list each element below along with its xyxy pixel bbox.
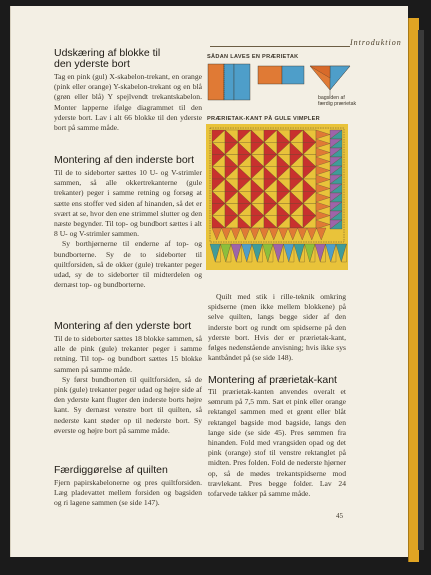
page-number: 45	[336, 512, 343, 520]
right-body-1	[208, 292, 346, 363]
paragraph: Fjern papirskabelonerne og pres quiltforsiden. Læg pladevattet mellem forsiden og bagsiden og ri lagene sammen (se side 147).	[54, 478, 202, 508]
book-spine-shadow	[418, 30, 424, 550]
running-head-rule	[210, 46, 350, 47]
rectangle-blue	[224, 64, 234, 100]
figure-caption-line-2: færdig prærietak	[318, 101, 357, 107]
figure-title-top: SÅDAN LAVES EN PRÆRIETAK	[207, 54, 299, 60]
paragraph: Sy først bundborten til quiltforsiden, så de pink (gule) trekanter peger udad og højre side af den yderste kant flugter den inderste borts højre kant. Sy dernæst venstre bort til quilten, så nederste kant støder op til nederste bort. Sy øverste og højre bort på samme måde.	[54, 374, 202, 435]
section-body-3	[54, 334, 202, 436]
rectangle-blue-2	[234, 64, 250, 100]
figure-caption-top	[318, 95, 356, 107]
section-title-4	[54, 465, 204, 476]
section-title-3-line-1: Montering af den yderste bort	[54, 320, 192, 332]
paragraph: Quilt med stik i rille-teknik omkring spidserne (men ikke mellem blokkene) på selve quilten, langs begge sider af den inderste bort og rundt om spidserne på den yderste bort. Hvis der er prærietak-kant, følges nedenstående anvisning; hvis ikke sys kantbåndet på (se side 148).	[208, 292, 346, 363]
paragraph: Til prærietak-kanten anvendes overalt et sømrum på 7,5 mm. Sæt et pink eller orange rektangel sammen med et grønt eller blåt rektangel bagside mod bagside, langs den lange side (se side 45). Pres sømmen fra hinanden. Fold med vrangsiden opad og det pink (orange) stof til venstre rektanglet på midten. Pres folden. Fold de nederste hjørner op, så de mødes trekantspidserne mod trævlekant. Pres begge folder. Lav 24 tofarvede takker på samme måde.	[208, 387, 346, 499]
section-title-2-line-1: Montering af den inderste bort	[54, 154, 195, 166]
section-body-1	[54, 72, 202, 133]
section-title-3	[54, 321, 204, 332]
right-body-2	[208, 387, 346, 499]
section-title-1-line-1: Udskæring af blokke til	[54, 47, 161, 59]
folded-blue	[282, 66, 304, 84]
rectangle-orange	[208, 64, 224, 100]
section-title-2	[54, 155, 204, 166]
section-body-4	[54, 478, 202, 509]
paragraph: Til de to sideborter sættes 18 blokke sammen, så alle de pink (gule) trekanter peger i samme retning. Til top- og bundbort sættes 15 blokke sammen på samme måde.	[54, 334, 202, 374]
quilt-border-diagram	[206, 124, 348, 270]
paragraph: Sy borthjørnerne til enderne af top- og bundborterne. Sy de to sideborter til quiltforsiden, så de okker (gule) trekanter peger udad, sy de to sideborter til midterdelen og dernæst top- og bundborterne.	[54, 239, 202, 290]
paragraph: Tag en pink (gul) X-skabelon-trekant, en orange (pink eller orange) Y-skabelon-trekant og en blå (grøn eller blå) Y spejlvendt trekantskabelon. Monter lapperne ifølge diagrammet til den yderste bort. Lav i alt 66 blokke til den yderste bort på samme måde.	[54, 72, 202, 133]
section-title-1-line-2: den yderste bort	[54, 58, 130, 70]
section-title-5-line-1: Montering af prærietak-kant	[208, 374, 337, 386]
figure-caption-line-1: bagsiden af	[318, 95, 345, 101]
paragraph: Til de to sideborter sættes 10 U- og V-strimler sammen, så alle okkertrekanterne (gule trekanter) peger i samme retning og forsøg at sætte ens stoffer ved siden af hinanden, så det er svært at se, hvor den ene strimmel slutter og den næste begynder. Til top- og bundbort sættes i alt 8 U- og V-strimler sammen.	[54, 168, 202, 239]
section-body-2	[54, 168, 202, 290]
section-title-4-line-1: Færdiggørelse af quilten	[54, 464, 168, 476]
figure-title-quilt: PRÆRIETAK-KANT PÅ GULE VIMPLER	[207, 116, 321, 122]
running-head: Introduktion	[350, 38, 402, 47]
prairie-point-blue	[330, 66, 350, 90]
section-title-5	[208, 375, 348, 386]
section-title-1	[54, 48, 204, 70]
folded-orange	[258, 66, 282, 84]
